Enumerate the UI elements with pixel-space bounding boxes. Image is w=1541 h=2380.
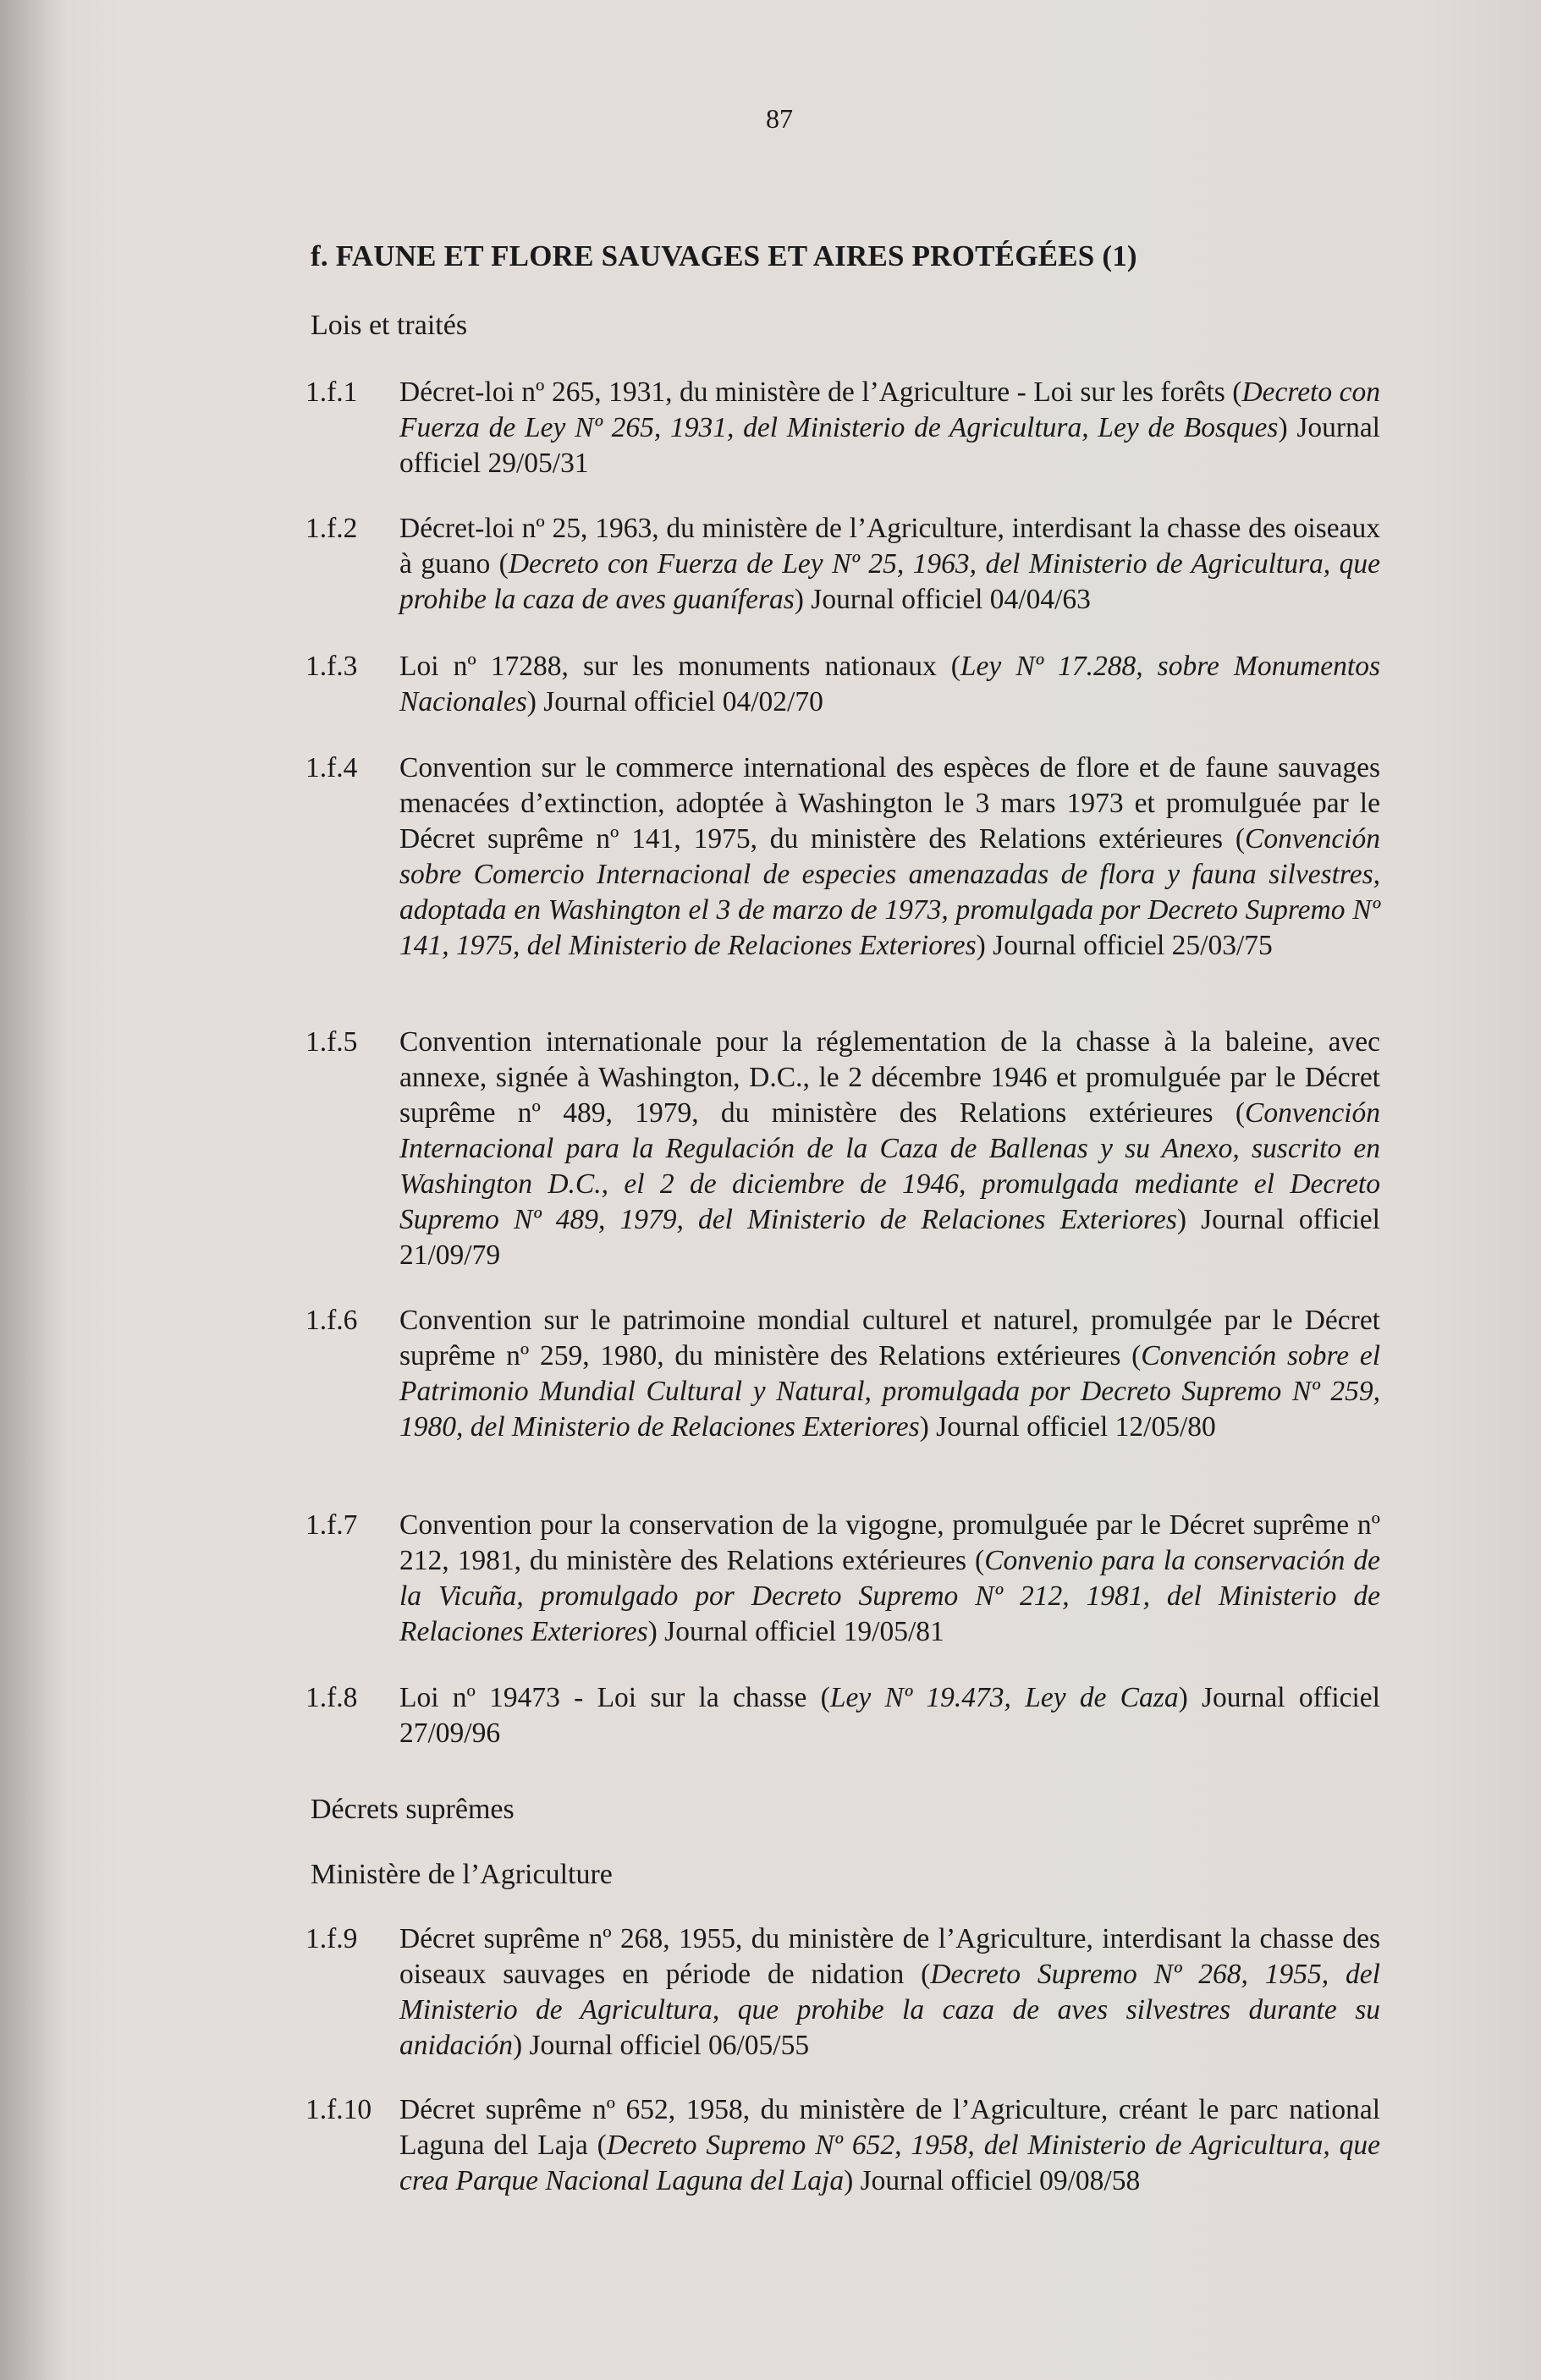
list-item	[305, 750, 1380, 964]
entry-text: Décret-loi nº 265, 1931, du ministère de l’Agriculture - Loi sur les forêts (Decreto con Fuerza de Ley Nº 265, 1931, del Ministerio de Agricultura, Ley de Bosques) Journal officiel 29/05/31	[399, 377, 1380, 479]
entry-number: 1.f.7	[305, 1509, 358, 1541]
entry-number: 1.f.4	[305, 752, 358, 783]
page-number: 87	[766, 103, 793, 134]
subheading-lois: Lois et traités	[311, 310, 468, 341]
list-item	[305, 511, 1380, 618]
list-item	[305, 1921, 1380, 2064]
entry-text: Décret-loi nº 25, 1963, du ministère de l’Agriculture, interdisant la chasse des oiseaux à guano (Decreto con Fuerza de Ley Nº 25, 1963, del Ministerio de Agricultura, que prohibe la caza de aves guaníferas) Journal officiel 04/04/63	[399, 513, 1380, 615]
entry-number: 1.f.3	[305, 651, 358, 682]
entry-text: Convention sur le patrimoine mondial culturel et naturel, promulgée par le Décret suprême nº 259, 1980, du ministère des Relations extérieures (Convención sobre el Patrimonio Mundial Cultural y Natural, promulgada por Decreto Supremo Nº 259, 1980, del Ministerio de Relaciones Exteriores) Journal officiel 12/05/80	[399, 1305, 1381, 1443]
entry-text: Convention internationale pour la réglementation de la chasse à la baleine, avec annexe, signée à Washington, D.C., le 2 décembre 1946 et promulguée par le Décret suprême nº 489, 1979, du ministère des Relations extérieures (Convención Internacional para la Regulación de la Caza de Ballenas y su Anexo, suscrito en Washington D.C., el 2 de diciembre de 1946, promulgada mediante el Decreto Supremo Nº 489, 1979, del Ministerio de Relaciones Exteriores) Journal officiel 21/09/79	[399, 1026, 1380, 1271]
entry-number: 1.f.9	[305, 1923, 358, 1954]
spanish-title: Convenio para la conservación de la Vicuña, promulgado por Decreto Supremo Nº 212, 1981, del Ministerio de Relaciones Exteriores	[399, 1545, 1380, 1647]
list-item	[305, 1508, 1380, 1650]
entry-text: Loi nº 19473 - Loi sur la chasse (Ley Nº 19.473, Ley de Caza) Journal officiel 27/09/96	[399, 1682, 1380, 1749]
entry-number: 1.f.2	[305, 513, 358, 544]
entry-text: Décret suprême nº 268, 1955, du ministère de l’Agriculture, interdisant la chasse des oiseaux sauvages en période de nidation (Decreto Supremo Nº 268, 1955, del Ministerio de Agricultura, que prohibe la caza de aves silvestres durante su anidación) Journal officiel 06/05/55	[399, 1923, 1380, 2061]
list-item	[305, 1025, 1380, 1273]
spanish-title: Decreto Supremo Nº 268, 1955, del Ministerio de Agricultura, que prohibe la caza de aves silvestres durante su anidación	[399, 1959, 1380, 2061]
section-heading: f. FAUNE ET FLORE SAUVAGES ET AIRES PROTÉGÉES (1)	[311, 239, 1137, 272]
entry-number: 1.f.6	[305, 1305, 358, 1336]
subheading-decrets: Décrets suprêmes	[311, 1794, 515, 1825]
entry-text: Décret suprême nº 652, 1958, du ministère de l’Agriculture, créant le parc national Laguna del Laja (Decreto Supremo Nº 652, 1958, del Ministerio de Agricultura, que crea Parque Nacional Laguna del Laja) Journal officiel 09/08/58	[399, 2094, 1380, 2196]
list-item	[305, 2092, 1380, 2199]
spanish-title: Ley Nº 19.473, Ley de Caza	[829, 1682, 1179, 1713]
list-item	[305, 1680, 1380, 1751]
entry-text: Convention pour la conservation de la vigogne, promulguée par le Décret suprême nº 212, 1981, du ministère des Relations extérieures (Convenio para la conservación de la Vicuña, promulgado por Decreto Supremo Nº 212, 1981, del Ministerio de Relaciones Exteriores) Journal officiel 19/05/81	[399, 1509, 1380, 1647]
spanish-title: Ley Nº 17.288, sobre Monumentos Nacionales	[399, 651, 1380, 717]
entry-number: 1.f.5	[305, 1026, 358, 1058]
spanish-title: Decreto con Fuerza de Ley Nº 265, 1931, del Ministerio de Agricultura, Ley de Bosques	[399, 377, 1380, 443]
entry-text: Loi nº 17288, sur les monuments nationaux (Ley Nº 17.288, sobre Monumentos Nacionales) Journal officiel 04/02/70	[399, 651, 1380, 717]
list-item	[305, 1303, 1380, 1445]
entry-text: Convention sur le commerce international des espèces de flore et de faune sauvages menacées d’extinction, adoptée à Washington le 3 mars 1973 et promulguée par le Décret suprême nº 141, 1975, du ministère des Relations extérieures (Convención sobre Comercio Internacional de especies amenazadas de flora y fauna silvestres, adoptada en Washington el 3 de marzo de 1973, promulgada por Decreto Supremo Nº 141, 1975, del Ministerio de Relaciones Exteriores) Journal officiel 25/03/75	[399, 752, 1380, 961]
spanish-title: Decreto con Fuerza de Ley Nº 25, 1963, del Ministerio de Agricultura, que prohibe la caza de aves guaníferas	[399, 548, 1380, 615]
spine-shadow	[0, 0, 68, 2380]
spanish-title: Convención sobre Comercio Internacional de especies amenazadas de flora y fauna silvestres, adoptada en Washington el 3 de marzo de 1973, promulgada por Decreto Supremo Nº 141, 1975, del Ministerio de Relaciones Exteriores	[399, 823, 1380, 961]
spanish-title: Convención Internacional para la Regulación de la Caza de Ballenas y su Anexo, suscrito en Washington D.C., el 2 de diciembre de 1946, promulgada mediante el Decreto Supremo Nº 489, 1979, del Ministerio de Relaciones Exteriores	[399, 1097, 1380, 1235]
entry-number: 1.f.8	[305, 1682, 358, 1713]
spanish-title: Decreto Supremo Nº 652, 1958, del Ministerio de Agricultura, que crea Parque Nacional Laguna del Laja	[399, 2130, 1380, 2196]
list-item	[305, 375, 1380, 481]
list-item	[305, 649, 1380, 720]
spanish-title: Convención sobre el Patrimonio Mundial Cultural y Natural, promulgada por Decreto Supremo Nº 259, 1980, del Ministerio de Relaciones Exteriores	[399, 1340, 1381, 1443]
subheading-ministere: Ministère de l’Agriculture	[311, 1859, 613, 1890]
entry-number: 1.f.1	[305, 377, 358, 408]
entry-number: 1.f.10	[305, 2094, 372, 2125]
